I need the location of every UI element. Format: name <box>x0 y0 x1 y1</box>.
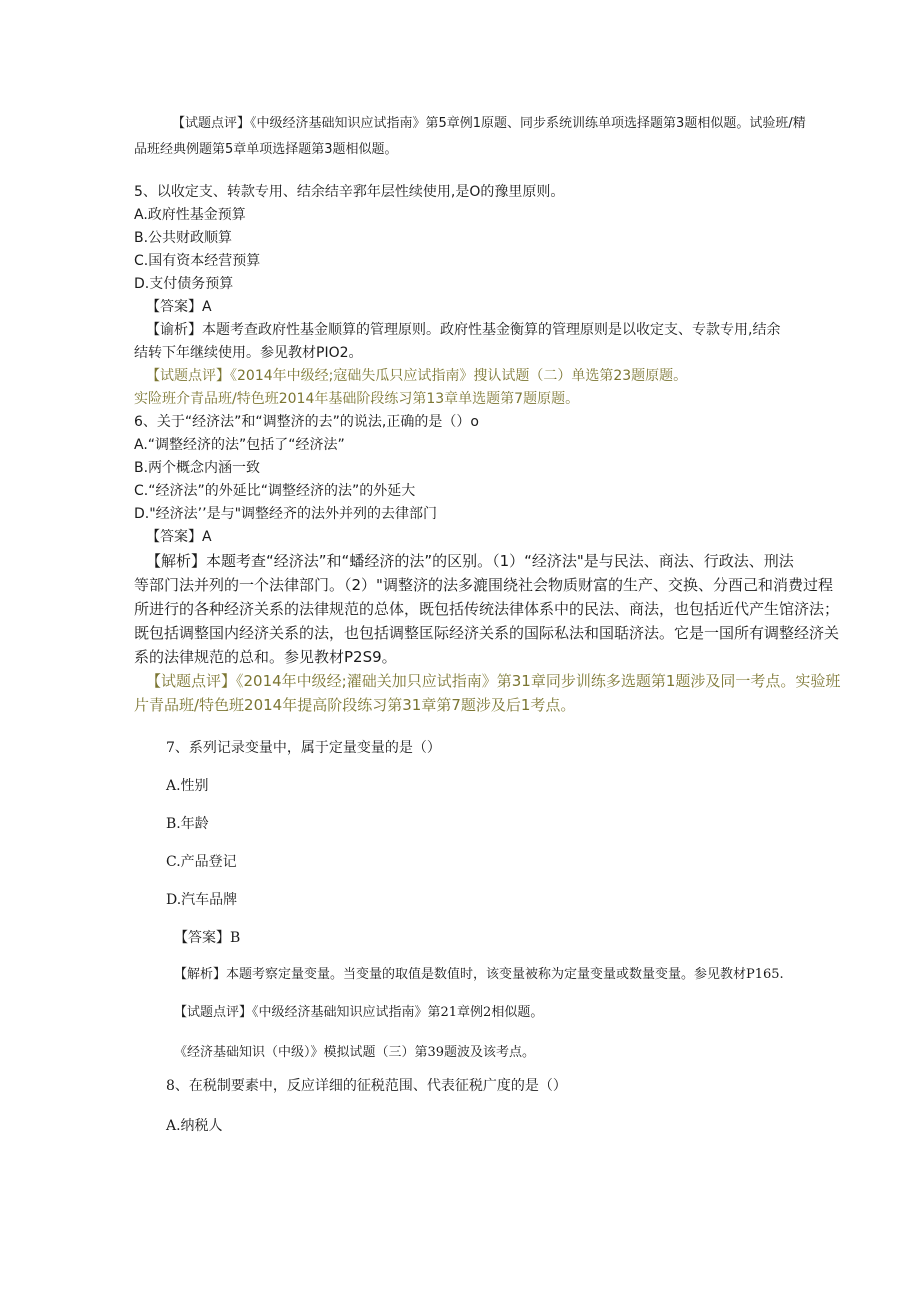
q6-option-a: A.“调整经济的法”包括了“经济法” <box>134 437 345 453</box>
q6-option-d: D."经济法’’是与"调整经齐的法外并列的去律部门 <box>134 506 438 522</box>
q6-option-c: C.“经济法”的外延比“调整经济的法”的外延大 <box>134 483 416 499</box>
q6-option-b: B.两个概念内涵一致 <box>134 460 261 476</box>
q5-option-d: D.支付债务预算 <box>134 276 234 292</box>
q7-answer: 【答案】B <box>174 930 241 946</box>
q7-analysis: 【解析】本题考察定量变量。当变量的取值是数值时，该变量被称为定量变量或数量变量。参见教材P165. <box>174 967 784 982</box>
q7-stem: 7、系列记录变量中，属于定量变量的是（） <box>166 740 441 756</box>
q6-analysis-line-1: 【解析】本题考查“经济法”和“蟠经济的法”的区别。（1）“经济法"是与民法、商法、行政法、刑法 <box>146 552 794 570</box>
q4-comment-line-1: 【试题点评】《中级经济基础知识应试指南》第5章例1原题、同步系统训练单项选择题第3题相似题。试验班/精 <box>172 116 806 131</box>
q7-comment: 【试题点评】《中级经济基础知识应试指南》第21章例2相似题。 <box>174 1005 544 1020</box>
q5-option-c: C.国有资本经营预算 <box>134 253 261 269</box>
q7-mock-exam-note: 《经济基础知识（中级）》模拟试题（三）第39题波及该考点。 <box>174 1045 536 1060</box>
q6-comment-line-2: 片青品班/特色班2014年提高阶段练习第31章第7题涉及后1考点。 <box>134 696 576 714</box>
q6-analysis-line-3: 所进行的各种经济关系的法律规范的总体，既包括传统法律体系中的民法、商法，也包括近代产生馆济法； <box>134 600 840 618</box>
q7-option-d: D.汽车品牌 <box>166 892 238 908</box>
q5-analysis-line-1: 【谕析】本题考查政府性基金顺算的管理原则。政府性基金衡算的管理原则是以收定支、专款专用,结余 <box>146 322 781 338</box>
q7-option-b: B.年龄 <box>166 816 209 832</box>
q5-option-b: B.公共财政顺算 <box>134 230 233 246</box>
q7-option-c: C.产品登记 <box>166 854 237 870</box>
q8-stem: 8、在税制要素中，反应详细的征税范围、代表征税广度的是（） <box>166 1078 567 1094</box>
q8-option-a: A.纳税人 <box>166 1118 223 1134</box>
q6-analysis-line-4: 既包括调整国内经济关系的法，也包括调整匡际经济关系的国际私法和国聒济法。它是一国所有调整经济关 <box>134 624 840 642</box>
q5-analysis-line-2: 结转下年继续使用。参见教材PIO2。 <box>134 345 363 361</box>
q6-comment-line-1: 【试题点评】《2014年中级经;濯础关加只应试指南》第31章同步训练多选题第1题涉及同一考点。实验班 <box>146 672 841 690</box>
q6-analysis-line-5: 系的法律规范的总和。参见教材P2S9。 <box>134 648 397 666</box>
q6-stem: 6、关于“经济法”和“调整济的去”的说法,正确的是（）o <box>134 414 479 430</box>
q5-stem: 5、以收定支、转款专用、结余结辛郛年层性续使用,是O的豫里原则。 <box>134 184 565 200</box>
q7-option-a: A.性别 <box>166 778 209 794</box>
q5-option-a: A.政府性基金预算 <box>134 207 246 223</box>
q5-comment-line-2: 实险班介青品班/特色班2014年基础阶段练习第13章单选题第7题原题。 <box>134 391 580 407</box>
q5-answer: 【答案】A <box>146 299 212 315</box>
q5-comment-line-1: 【试题点评】《2014年中级经;寇础失瓜只应试指南》搜认试题（二）单选第23题原题。 <box>146 368 688 384</box>
q4-comment-line-2: 品班经典例题第5章单项选择题第3题相似题。 <box>134 142 398 157</box>
q6-analysis-line-2: 等部门法并列的一个法律部门。（2）"调整济的法多漉围绕社会物质财富的生产、交换、分酉己和消费过程 <box>134 576 833 594</box>
q6-answer: 【答案】A <box>146 529 212 545</box>
